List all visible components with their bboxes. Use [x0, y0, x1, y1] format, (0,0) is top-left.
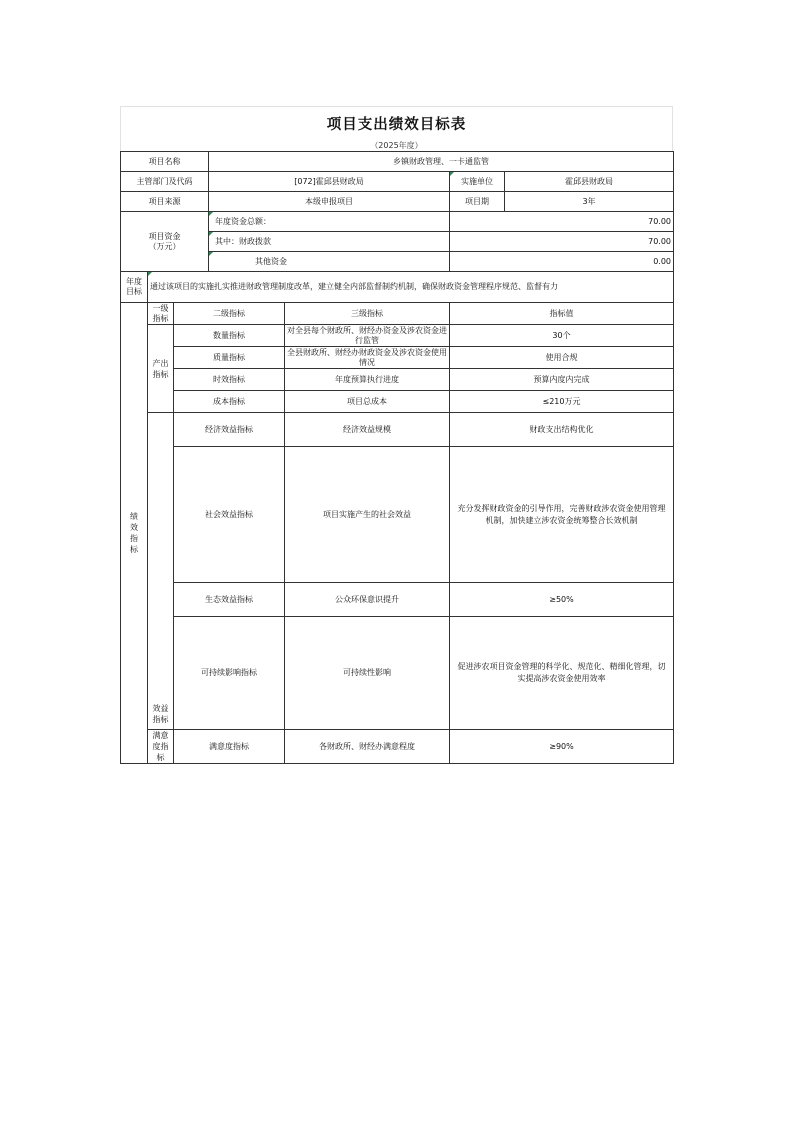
level3-header: 三级指标 [285, 303, 450, 325]
perf-label-char: 标 [130, 545, 138, 554]
performance-indicator-label [121, 303, 148, 764]
table-row [121, 583, 674, 617]
benefit-indicator-label [148, 413, 174, 730]
table-row [121, 413, 674, 447]
satisfaction-label-line1: 满意 [152, 731, 169, 740]
level3-cell: 可持续性影响 [285, 617, 450, 730]
funds-other-value: 0.00 [450, 252, 674, 272]
project-name-label: 项目名称 [121, 152, 209, 172]
level2-cell: 生态效益指标 [174, 583, 285, 617]
source-value: 本级申报项目 [209, 192, 450, 212]
department-row [121, 172, 674, 192]
level3-cell: 对全县每个财政所、财经办资金及涉农资金进行监管 [285, 325, 450, 347]
level3-cell: 年度预算执行进度 [285, 369, 450, 391]
output-indicator-label [148, 325, 174, 413]
value-cell: 30个 [450, 325, 674, 347]
target-table [120, 151, 674, 764]
source-row [121, 192, 674, 212]
funds-fiscal-value: 70.00 [450, 232, 674, 252]
funds-total-value: 70.00 [450, 212, 674, 232]
value-cell: 预算内度内完成 [450, 369, 674, 391]
period-label: 项目期 [450, 192, 505, 212]
benefit-label-line1: 效益 [152, 704, 169, 713]
level2-cell: 可持续影响指标 [174, 617, 285, 730]
funds-label-line1: 项目资金 [148, 231, 181, 241]
value-cell: 促进涉农项目资金管理的科学化、规范化、精细化管理，切实提高涉农资金使用效率 [450, 617, 674, 730]
value-cell: 财政支出结构优化 [450, 413, 674, 447]
performance-target-sheet [120, 106, 673, 764]
funds-label-line2: （万元） [148, 241, 181, 251]
annual-goal-label-line2: 目标 [126, 287, 142, 296]
table-row [121, 325, 674, 347]
value-cell: ≥90% [450, 730, 674, 764]
funds-total-row [121, 212, 674, 232]
funds-total-label: 年度资金总额： [209, 212, 450, 232]
annual-goal-label [121, 272, 148, 303]
project-name-row [121, 152, 674, 172]
value-header: 指标值 [450, 303, 674, 325]
table-row [121, 369, 674, 391]
level3-cell: 项目实施产生的社会效益 [285, 447, 450, 583]
level2-cell: 满意度指标 [174, 730, 285, 764]
level2-cell: 数量指标 [174, 325, 285, 347]
annual-goal-row [121, 272, 674, 303]
title-bar [120, 106, 673, 139]
level2-cell: 成本指标 [174, 391, 285, 413]
implementing-unit-label: 实施单位 [450, 172, 505, 192]
value-cell: ≤210万元 [450, 391, 674, 413]
level1-header [148, 303, 174, 325]
satisfaction-indicator-label [148, 730, 174, 764]
level3-cell: 项目总成本 [285, 391, 450, 413]
level2-cell: 时效指标 [174, 369, 285, 391]
output-label-line1: 产出 [152, 358, 169, 368]
implementing-unit-value: 霍邱县财政局 [505, 172, 674, 192]
annual-goal-label-line1: 年度 [126, 277, 142, 286]
level3-cell: 全县财政所、财经办财政资金及涉农资金使用情况 [285, 347, 450, 369]
benefit-label-line2: 指标 [152, 715, 169, 724]
period-value: 3年 [505, 192, 674, 212]
table-row [121, 617, 674, 730]
project-name-value: 乡镇财政管理、一卡通监管 [209, 152, 674, 172]
funds-other-label: 其他资金 [209, 252, 450, 272]
department-label: 主管部门及代码 [121, 172, 209, 192]
value-cell: 使用合规 [450, 347, 674, 369]
perf-label-char: 指 [130, 534, 138, 543]
table-row [121, 391, 674, 413]
year-caption [120, 139, 673, 151]
source-label: 项目来源 [121, 192, 209, 212]
department-value: [072]霍邱县财政局 [209, 172, 450, 192]
satisfaction-label-line2: 度指 [152, 742, 169, 751]
level2-cell: 社会效益指标 [174, 447, 285, 583]
perf-label-char: 效 [130, 523, 138, 532]
annual-goal-text: 通过该项目的实施扎实推进财政管理制度改革，建立健全内部监督制约机制，确保财政资金管理程序规范、监督有力 [148, 272, 674, 303]
table-row [121, 347, 674, 369]
level3-cell: 公众环保意识提升 [285, 583, 450, 617]
level3-cell: 各财政所、财经办满意程度 [285, 730, 450, 764]
table-row [121, 447, 674, 583]
level1-header-line2: 指标 [152, 313, 169, 323]
indicator-header-row [121, 303, 674, 325]
page-title: 项目支出绩效目标表 [326, 115, 467, 133]
satisfaction-label-line3: 标 [156, 753, 165, 762]
funds-fiscal-label: 其中：财政拨款 [209, 232, 450, 252]
year-label: （2025年度） [370, 140, 423, 150]
table-row [121, 730, 674, 764]
value-cell: ≥50% [450, 583, 674, 617]
value-cell: 充分发挥财政资金的引导作用，完善财政涉农资金使用管理机制，加快建立涉农资金统筹整合长效机制 [450, 447, 674, 583]
level2-header: 二级指标 [174, 303, 285, 325]
level2-cell: 经济效益指标 [174, 413, 285, 447]
level2-cell: 质量指标 [174, 347, 285, 369]
output-label-line2: 指标 [152, 369, 169, 379]
level3-cell: 经济效益规模 [285, 413, 450, 447]
perf-label-char: 绩 [130, 512, 138, 521]
level1-header-line1: 一级 [152, 303, 169, 313]
funds-label [121, 212, 209, 272]
